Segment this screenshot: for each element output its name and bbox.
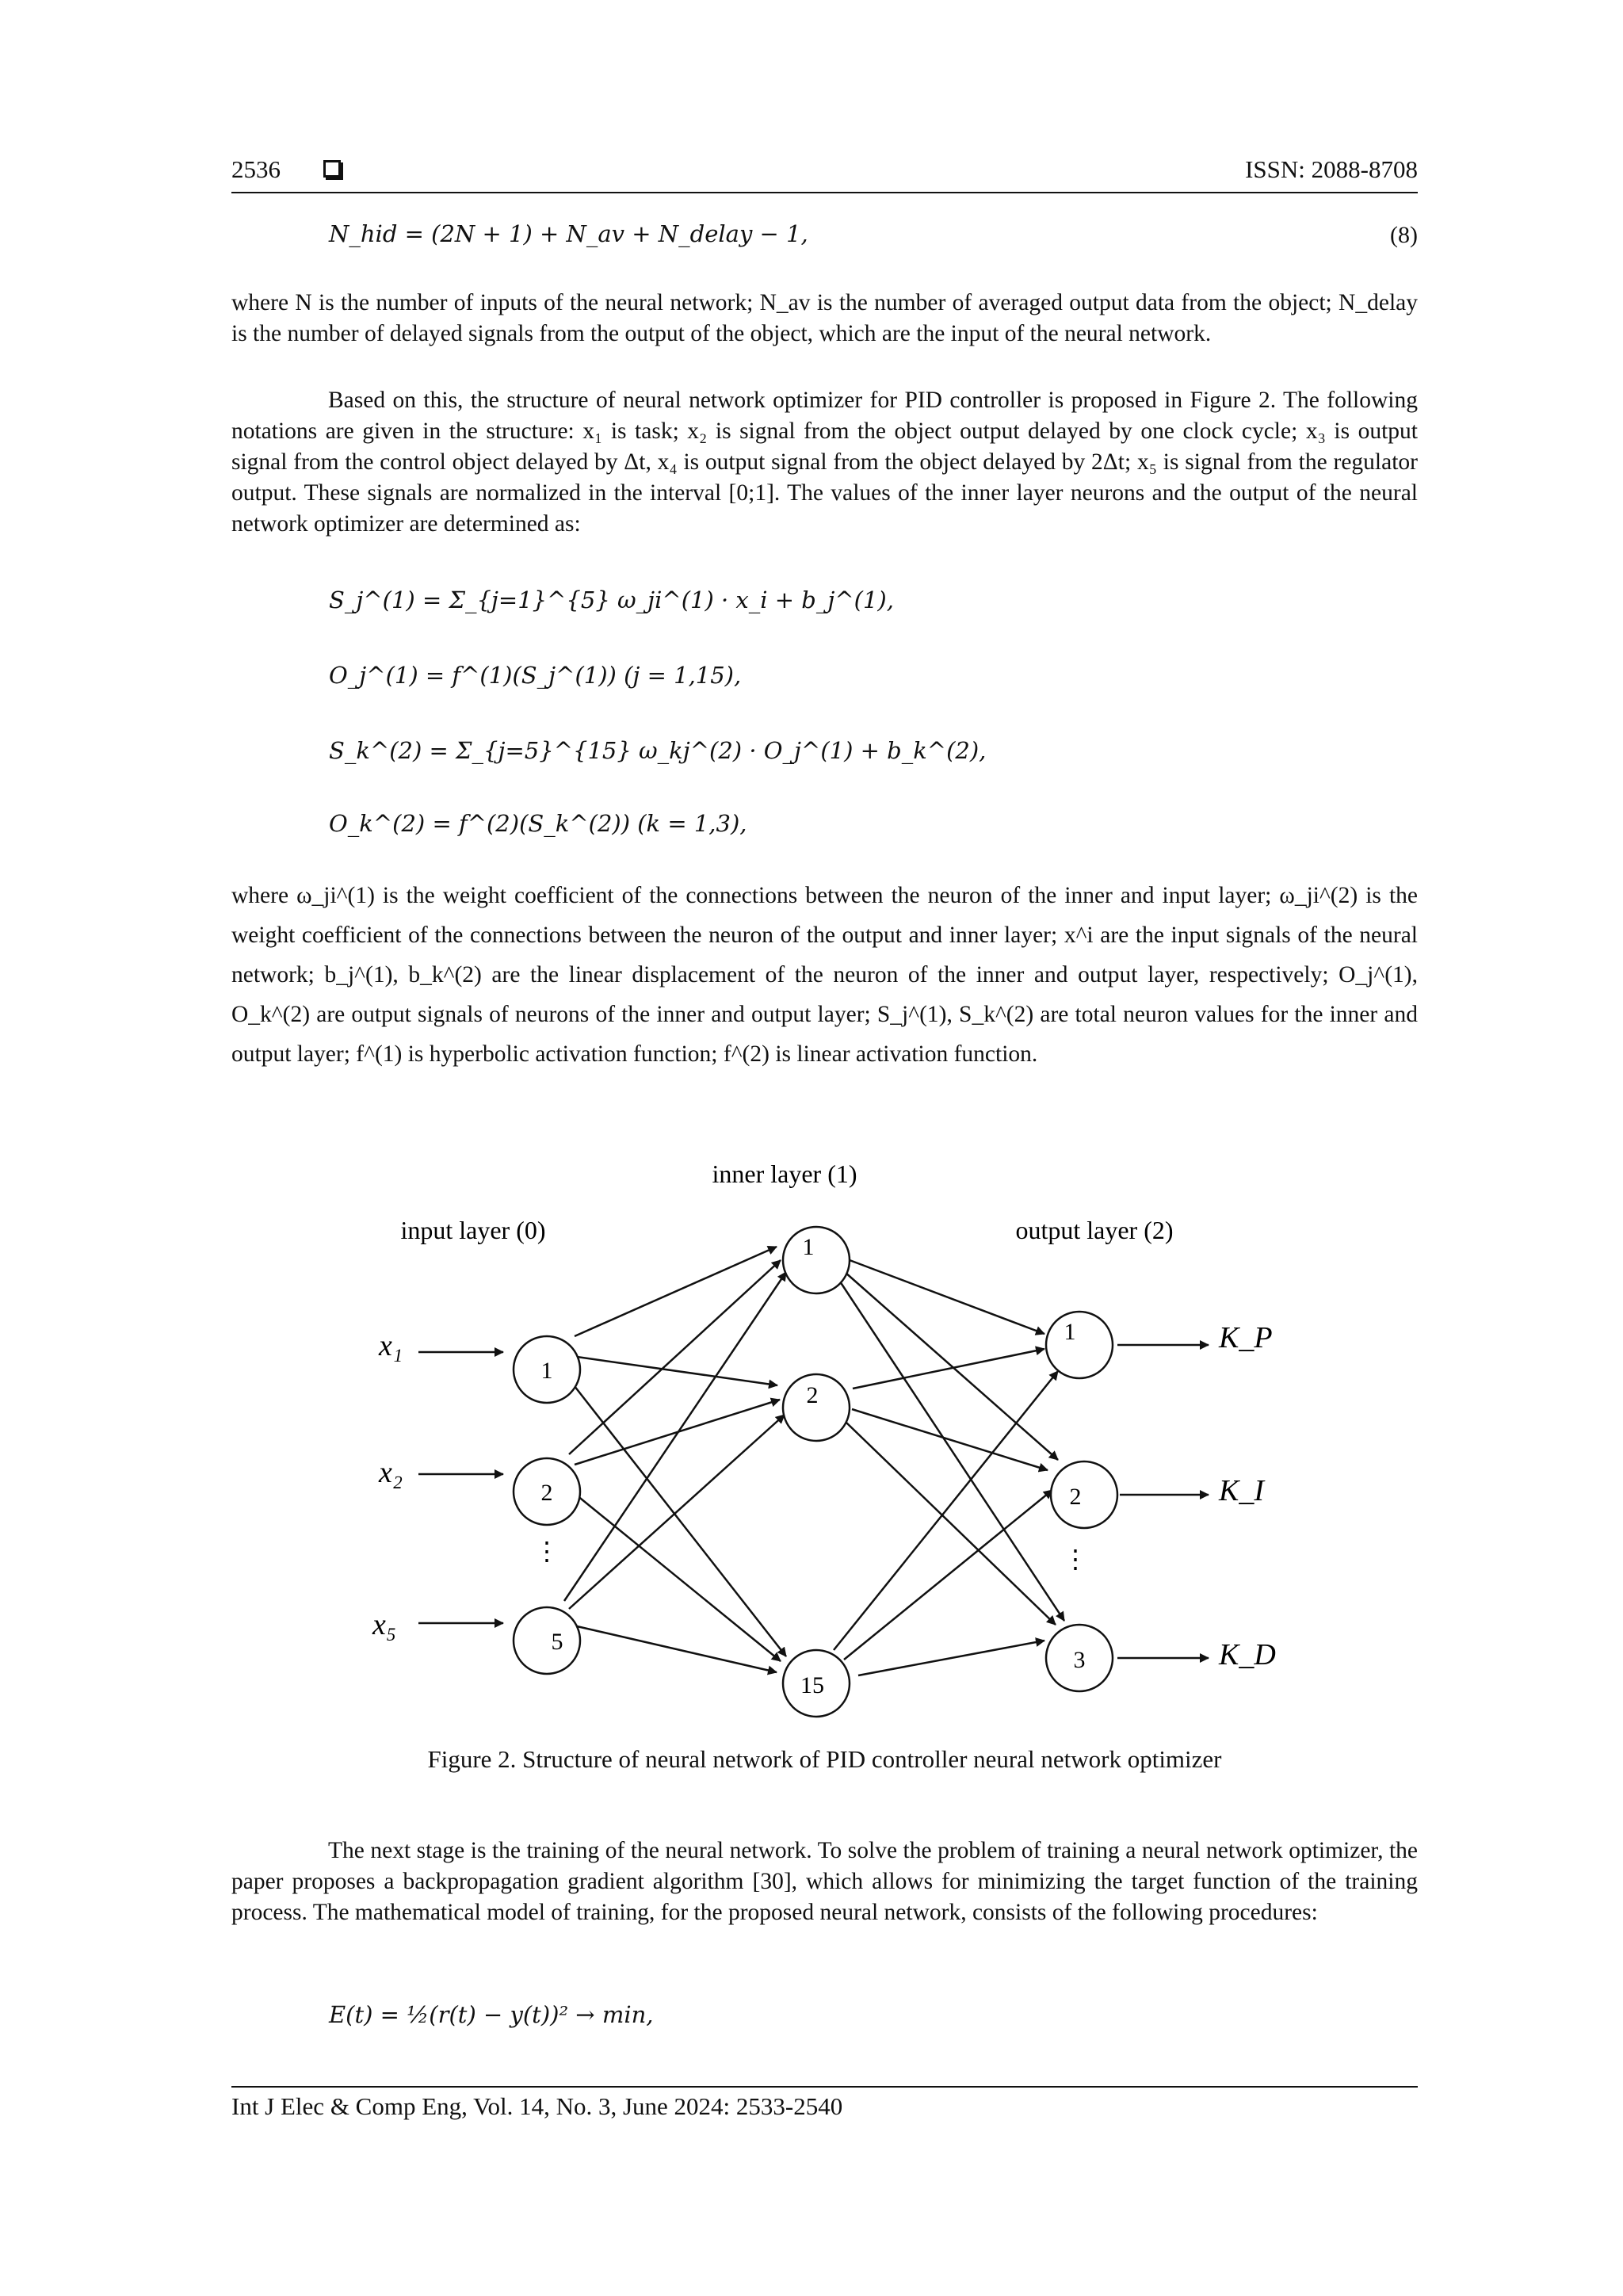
inner-node-2-label: 2: [806, 1382, 819, 1408]
paragraph-4: The next stage is the training of the neural network. To solve the problem of training a neural network optimizer, the paper proposes a backpropagation gradient algorithm [30], which allows for minimizing the target function of the training process. The mathematical model of training, for the proposed neural network, consists of the following procedures:: [231, 1838, 1418, 1925]
output-layer-label: output layer (2): [1015, 1216, 1174, 1244]
output-ellipsis: ⋮: [1063, 1545, 1088, 1573]
input-x2: x₂: [379, 1456, 403, 1489]
edge-in1-h15: [566, 1375, 786, 1656]
edge-in5-h1: [564, 1272, 786, 1601]
output-kp: K_P: [1219, 1321, 1273, 1354]
output-node-1: [1046, 1312, 1113, 1378]
paragraph-3: where ω_ji^(1) is the weight coefficient of the connections between the neuron of the inner and input layer; ω_ji^(2) is the weight coefficient of the connections between the neuron of the output and inner layer; x^i are the input signals of the neural network; b_j^(1), b_k^(2) are the linear displacement of the neuron of the inner and output layer, respectively; O_j^(1), O_k^(2) are output signals of neurons of the inner and output layer; S_j^(1), S_k^(2) are total neuron values for the inner and output layer; f^(1) is hyperbolic activation function; f^(2) is linear activation function.: [231, 883, 1418, 1067]
input-ellipsis: ⋮: [534, 1537, 559, 1565]
edge-h15-o3: [858, 1641, 1044, 1675]
equation-s1: S_j^(1) = Σ_{j=1}^{5} ω_ji^(1) · x_i + b_j^(1),: [329, 586, 894, 613]
issn: ISSN: 2088-8708: [1245, 155, 1418, 183]
equation-error: E(t) = ½(r(t) − y(t))² → min,: [329, 2001, 654, 2028]
equation-s2: S_k^(2) = Σ_{j=5}^{15} ω_kj^(2) · O_j^(1) + b_k^(2),: [329, 737, 987, 764]
output-node-3-label: 3: [1073, 1647, 1086, 1673]
input-node-1-label: 1: [540, 1358, 553, 1384]
output-ki: K_I: [1219, 1474, 1264, 1507]
paragraph-1: where N is the number of inputs of the neural network; N_av is the number of averaged output data from the object; N_delay is the number of delayed signals from the output of the object, which are the input of the neural network.: [231, 290, 1418, 346]
edge-in5-h2: [569, 1415, 785, 1609]
output-kd: K_D: [1219, 1638, 1276, 1671]
edge-h2-o2: [852, 1409, 1048, 1470]
footer-citation: Int J Elec & Comp Eng, Vol. 14, No. 3, June 2024: 2533-2540: [231, 2092, 843, 2120]
edge-h1-o2: [845, 1272, 1058, 1460]
equation-o1: O_j^(1) = f^(1)(S_j^(1)) (j = 1,15),: [329, 662, 742, 689]
input-node-5: [514, 1607, 580, 1674]
edge-h2-o1: [853, 1349, 1044, 1389]
inner-node-1-label: 1: [802, 1234, 815, 1260]
edge-h1-o1: [850, 1260, 1044, 1334]
input-node-5-label: 5: [551, 1629, 563, 1655]
output-node-2: [1051, 1461, 1117, 1528]
edge-in2-h1: [569, 1260, 781, 1454]
edge-h1-o3: [838, 1279, 1064, 1621]
input-node-2-label: 2: [540, 1480, 553, 1506]
footer-rule: [231, 2086, 1418, 2088]
figure-caption: Figure 2. Structure of neural network of PID controller neural network optimizer: [427, 1745, 1222, 1773]
edge-in1-h2: [577, 1357, 777, 1385]
input-x1: x₁: [379, 1329, 403, 1362]
equation-8-number: (8): [1390, 222, 1418, 248]
input-layer-label: input layer (0): [400, 1216, 546, 1244]
page-number: 2536: [231, 155, 281, 183]
output-node-1-label: 1: [1064, 1319, 1076, 1345]
input-x5: x₅: [372, 1608, 397, 1641]
inner-layer-label: inner layer (1): [712, 1159, 857, 1188]
equation-8: N_hid = (2N + 1) + N_av + N_delay − 1,: [329, 220, 808, 247]
equation-o2: O_k^(2) = f^(2)(S_k^(2)) (k = 1,3),: [329, 810, 747, 837]
edge-h15-o2: [844, 1490, 1052, 1660]
inner-node-15-label: 15: [800, 1672, 824, 1698]
inner-node-1: [783, 1227, 850, 1293]
output-node-2-label: 2: [1069, 1484, 1082, 1510]
paragraph-2: Based on this, the structure of neural network optimizer for PID controller is proposed in Figure 2. The following notations are given in the structure: x₁ is task; x₂ is signal from the object output delayed by one clock cycle; x₃ is output signal from the control object delayed by Δt, x₄ is output signal from the object delayed by 2Δt; x₅ is signal from the regulator output. These signals are normalized in the interval [0;1]. The values of the inner layer neurons and the output of the neural network optimizer are determined as:: [231, 388, 1418, 537]
